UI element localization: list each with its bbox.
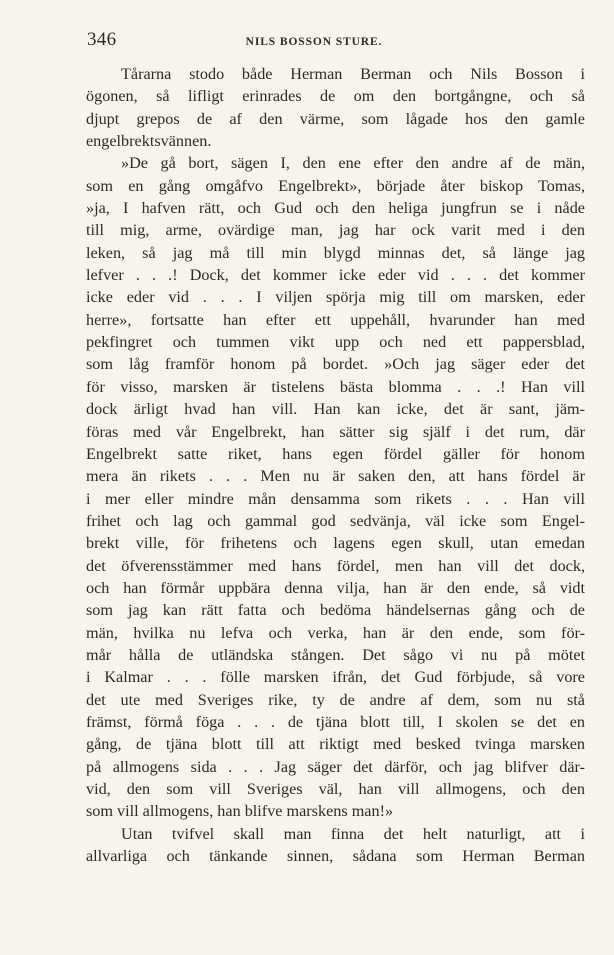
text-line: vid, den som vill Sveriges väl, han vill allmogens, och den: [86, 780, 585, 798]
text-line: brekt ville, för frihetens och lagens egen skull, utan emedan: [86, 534, 585, 553]
text-line: lefver . . .! Dock, det kommer icke eder vid . . . det kommer: [86, 266, 585, 285]
text-line: på allmogens sida . . . Jag säger det därför, och jag blifver där-: [86, 757, 585, 776]
text-line: »De gå bort, sägen I, den ene efter den andre af de män,: [121, 154, 585, 173]
text-line: det öfverensstämmer med hans fördel, men han vill det dock,: [86, 556, 585, 575]
text-line: Utan tvifvel skall man finna det helt naturligt, att i: [121, 824, 585, 843]
text-line: till mig, arme, ovärdige man, jag har ock varit med i den: [86, 221, 585, 240]
text-line: ögonen, så lifligt erinrades de om den bortgångne, och så: [86, 87, 585, 106]
text-line: i Kalmar . . . fölle marsken ifrån, det Gud förbjude, så vore: [86, 668, 585, 687]
text-line: allvarliga och tänkande sinnen, sådana som Herman Berman: [86, 847, 585, 866]
running-head: NILS BOSSON STURE.: [245, 36, 383, 48]
text-line: mera än rikets . . . Men nu är saken den, att hans fördel är: [86, 467, 585, 486]
text-line: för visso, marsken är tistelens bästa blomma . . .! Han vill: [86, 377, 585, 396]
page-number: 346: [87, 29, 117, 50]
text-line: föras med vår Engelbrekt, han sätter sig själf i det rum, där: [86, 422, 585, 441]
text-line: och han förmår uppbära denna vilja, han är den ende, så vidt: [86, 578, 585, 597]
text-line: pekfingret och tummen vikt upp och ned ett pappersblad,: [86, 333, 585, 352]
text-line: gång, de tjäna blott till att riktigt med besked tvinga marsken: [86, 735, 585, 754]
text-line: som vill allmogens, han blifve marskens man!»: [86, 802, 394, 821]
body-text: [86, 63, 585, 867]
text-line: »ja, I hafven rätt, och Gud och den heliga jungfrun se i nåde: [86, 199, 585, 218]
text-line: leken, så jag må till min blygd minnas det, så länge jag: [86, 243, 585, 262]
text-line: frihet och lag och gammal god sedvänja, väl icke som Engel-: [86, 511, 585, 530]
text-line: engelbrektsvännen.: [86, 132, 212, 151]
text-line: icke eder vid . . . I viljen spörja mig till om marsken, eder: [86, 288, 585, 307]
text-line: djupt grepos de af den värme, som lågade hos den gamle: [86, 109, 585, 128]
text-line: mår hålla de utländska stången. Det sågo vi nu på mötet: [86, 645, 585, 664]
text-line: i mer eller mindre mån densamma som rikets . . . Han vill: [86, 489, 585, 508]
text-line: det ute med Sveriges rike, ty de andre af dem, som nu stå: [86, 690, 585, 709]
text-line: Engelbrekt satte riket, hans egen fördel gäller för honom: [86, 444, 585, 463]
text-line: dock ärligt hvad han vill. Han kan icke, det är sant, jäm-: [86, 400, 585, 419]
text-line: män, hvilka nu lefva och verka, han är den ende, som för-: [86, 623, 585, 642]
text-line: som jag kan rätt fatta och bedöma händelsernas gång och de: [86, 601, 585, 620]
text-line: som en gång omgåfvo Engelbrekt», började åter biskop Tomas,: [86, 176, 585, 195]
text-line: Tårarna stodo både Herman Berman och Nils Bosson i: [121, 65, 585, 83]
text-line: som låg framför honom på bordet. »Och jag säger eder det: [86, 355, 585, 374]
text-line: främst, förmå föga . . . de tjäna blott till, I skolen se det en: [86, 712, 585, 731]
text-line: herre», fortsatte han efter ett uppehåll, hvarunder han med: [86, 310, 585, 329]
